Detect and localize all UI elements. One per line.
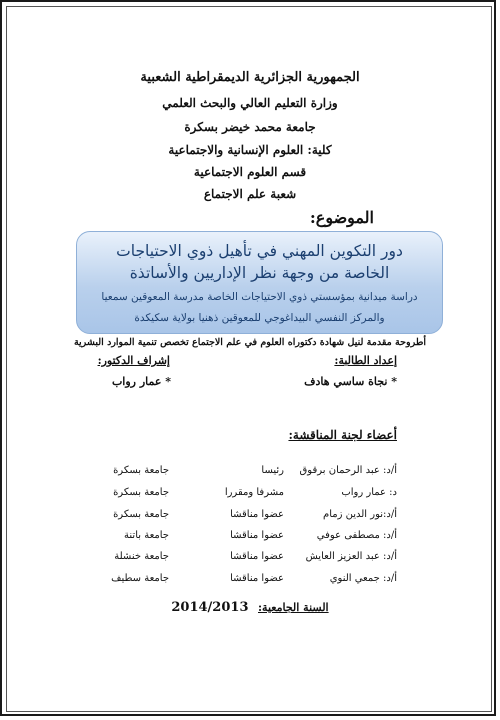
supervisor-name: * عمار رواب <box>111 375 171 388</box>
thesis-title-line1: دور التكوين المهني في تأهيل ذوي الاحتياجات <box>116 242 403 260</box>
member-role: عضوا مناقشا <box>230 551 284 562</box>
department-header: قسم العلوم الاجتماعية <box>193 165 307 179</box>
academic-year <box>0 600 500 615</box>
committee-row <box>0 509 500 531</box>
thesis-note: أطروحة مقدمة لنيل شهادة دكتوراه العلوم في علم الاجتماع تخصص تنمية الموارد البشرية <box>73 337 427 348</box>
committee-row <box>0 551 500 573</box>
member-university: جامعة بسكرة <box>113 465 169 476</box>
member-name: أ/د: جمعي النوي <box>329 573 397 584</box>
committee-label: أعضاء لجنة المناقشة: <box>288 428 397 442</box>
supervision-label: إشراف الدكتور: <box>97 354 170 367</box>
branch-header: شعبة علم الاجتماع <box>203 187 297 201</box>
member-name: أ/د: عبد العزيز العايش <box>305 551 397 562</box>
student-name: * نجاة ساسي هادف <box>304 375 397 388</box>
committee-row <box>0 487 500 509</box>
preparation-label: إعداد الطالبة: <box>334 354 397 367</box>
member-university: جامعة سطيف <box>111 573 169 584</box>
member-name: أ/د: عبد الرحمان برقوق <box>299 465 397 476</box>
member-role: عضوا مناقشا <box>230 530 284 541</box>
subject-label: الموضوع: <box>309 208 374 227</box>
thesis-title-line2: الخاصة من وجهة نظر الإداريين والأساتذة <box>129 264 390 282</box>
committee-row <box>0 530 500 552</box>
member-role: مشرفا ومقررا <box>224 487 284 498</box>
member-role: عضوا مناقشا <box>230 573 284 584</box>
member-role: عضوا مناقشا <box>230 509 284 520</box>
member-university: جامعة بسكرة <box>113 509 169 520</box>
member-name: أ/د:نور الدين زمام <box>323 509 397 520</box>
thesis-subtitle-line2: والمركز النفسي البيداغوجي للمعوقين ذهنيا بولاية سكيكدة <box>134 312 385 324</box>
academic-year-label: السنة الجامعية: <box>258 601 329 614</box>
republic-header: الجمهورية الجزائرية الديمقراطية الشعبية <box>140 70 360 85</box>
member-university: جامعة باتنة <box>124 530 169 541</box>
committee-row <box>0 573 500 595</box>
faculty-header: كلية: العلوم الإنسانية والاجتماعية <box>168 143 332 157</box>
ministry-header: وزارة التعليم العالي والبحث العلمي <box>162 96 338 110</box>
committee-row <box>0 465 500 487</box>
member-name: د: عمار رواب <box>341 487 397 498</box>
member-university: جامعة بسكرة <box>113 487 169 498</box>
title-box <box>76 231 443 334</box>
member-name: أ/د: مصطفى عوفي <box>316 530 397 541</box>
member-role: رئيسا <box>261 465 284 476</box>
academic-year-value: 2014/2013 <box>171 600 249 615</box>
university-header: جامعة محمد خيضر بسكرة <box>184 120 316 134</box>
thesis-subtitle-line1: دراسة ميدانية بمؤسستي ذوي الاحتياجات الخاصة مدرسة المعوقين سمعيا <box>101 291 418 303</box>
member-university: جامعة خنشلة <box>114 551 169 562</box>
